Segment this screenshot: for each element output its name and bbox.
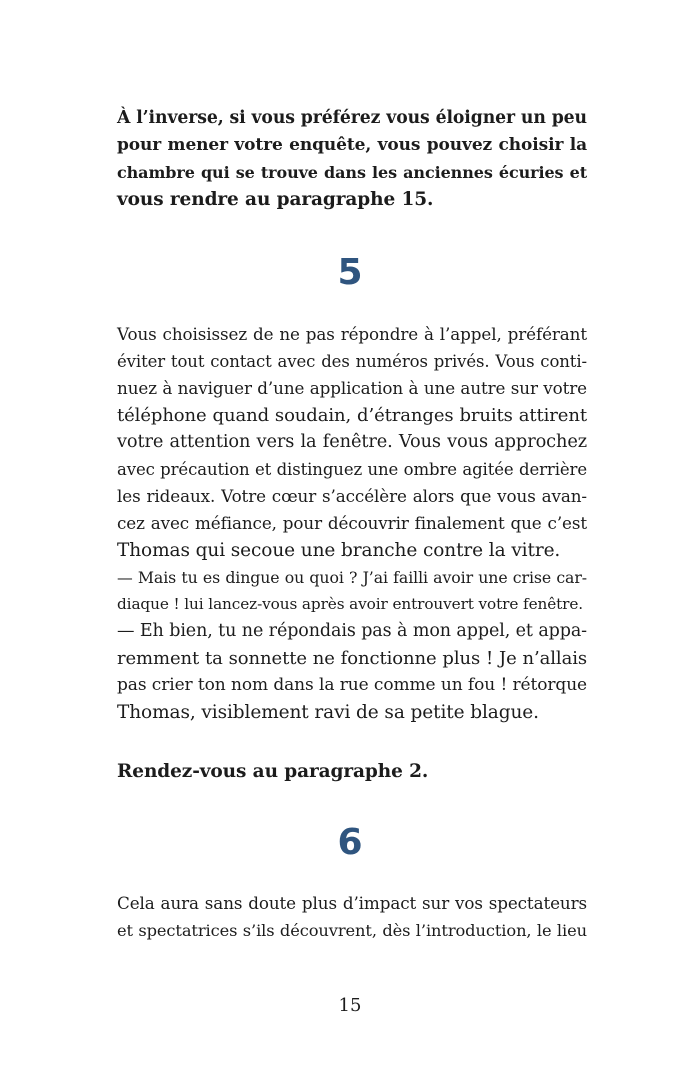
dialogue-line: diaque ! lui lancez-vous après avoir entrouvert votre fenêtre. [117,595,584,613]
intro-line: chambre qui se trouve dans les anciennes écuries et [117,163,587,182]
section-5-number: 5 [337,252,363,293]
paragraph-line: Cela aura sans doute plus d’impact sur vos spectateurs [117,893,587,913]
dialogue-line: pas crier ton nom dans la rue comme un fou ! rétorque [117,675,587,695]
paragraph-line: éviter tout contact avec des numéros privés. Vous conti- [117,352,587,371]
dialogue-line: Thomas, visiblement ravi de sa petite blague. [117,702,539,723]
dialogue-line: remment ta sonnette ne fonctionne plus ! Je n’allais [117,648,587,669]
paragraph-line: Thomas qui secoue une branche contre la vitre. [117,540,561,561]
intro-line: À l’inverse, si vous préférez vous éloigner un peu [117,108,587,128]
dialogue-line: — Mais tu es dingue ou quoi ? J’ai failli avoir une crise car- [117,568,587,587]
paragraph-line: avec précaution et distinguez une ombre agitée derrière [117,460,587,479]
intro-line: vous rendre au paragraphe 15. [117,189,434,210]
instruction-line: Rendez-vous au paragraphe 2. [117,761,429,782]
section-5-paragraph [117,321,587,726]
section-6-number: 6 [337,822,363,863]
paragraph-line: nuez à naviguer d’une application à une autre sur votre [117,378,587,398]
paragraph-line: téléphone quand soudain, d’étranges bruits attirent [117,405,587,426]
intro-line: pour mener votre enquête, vous pouvez choisir la [117,135,587,155]
paragraph-line: votre attention vers la fenêtre. Vous vous approchez [117,432,587,452]
paragraph-line: et spectatrices s’ils découvrent, dès l’introduction, le lieu [117,921,587,940]
paragraph-line: cez avec méfiance, pour découvrir finalement que c’est [117,513,587,533]
paragraph-line: Vous choisissez de ne pas répondre à l’appel, préférant [117,324,587,344]
paragraph-line: les rideaux. Votre cœur s’accélère alors que vous avan- [117,486,587,506]
section-5-instruction [117,758,587,785]
page-number: 15 [338,995,362,1016]
section-6-paragraph [117,890,587,944]
intro-paragraph [117,105,587,213]
dialogue-line: — Eh bien, tu ne répondais pas à mon appel, et appa- [117,621,587,641]
